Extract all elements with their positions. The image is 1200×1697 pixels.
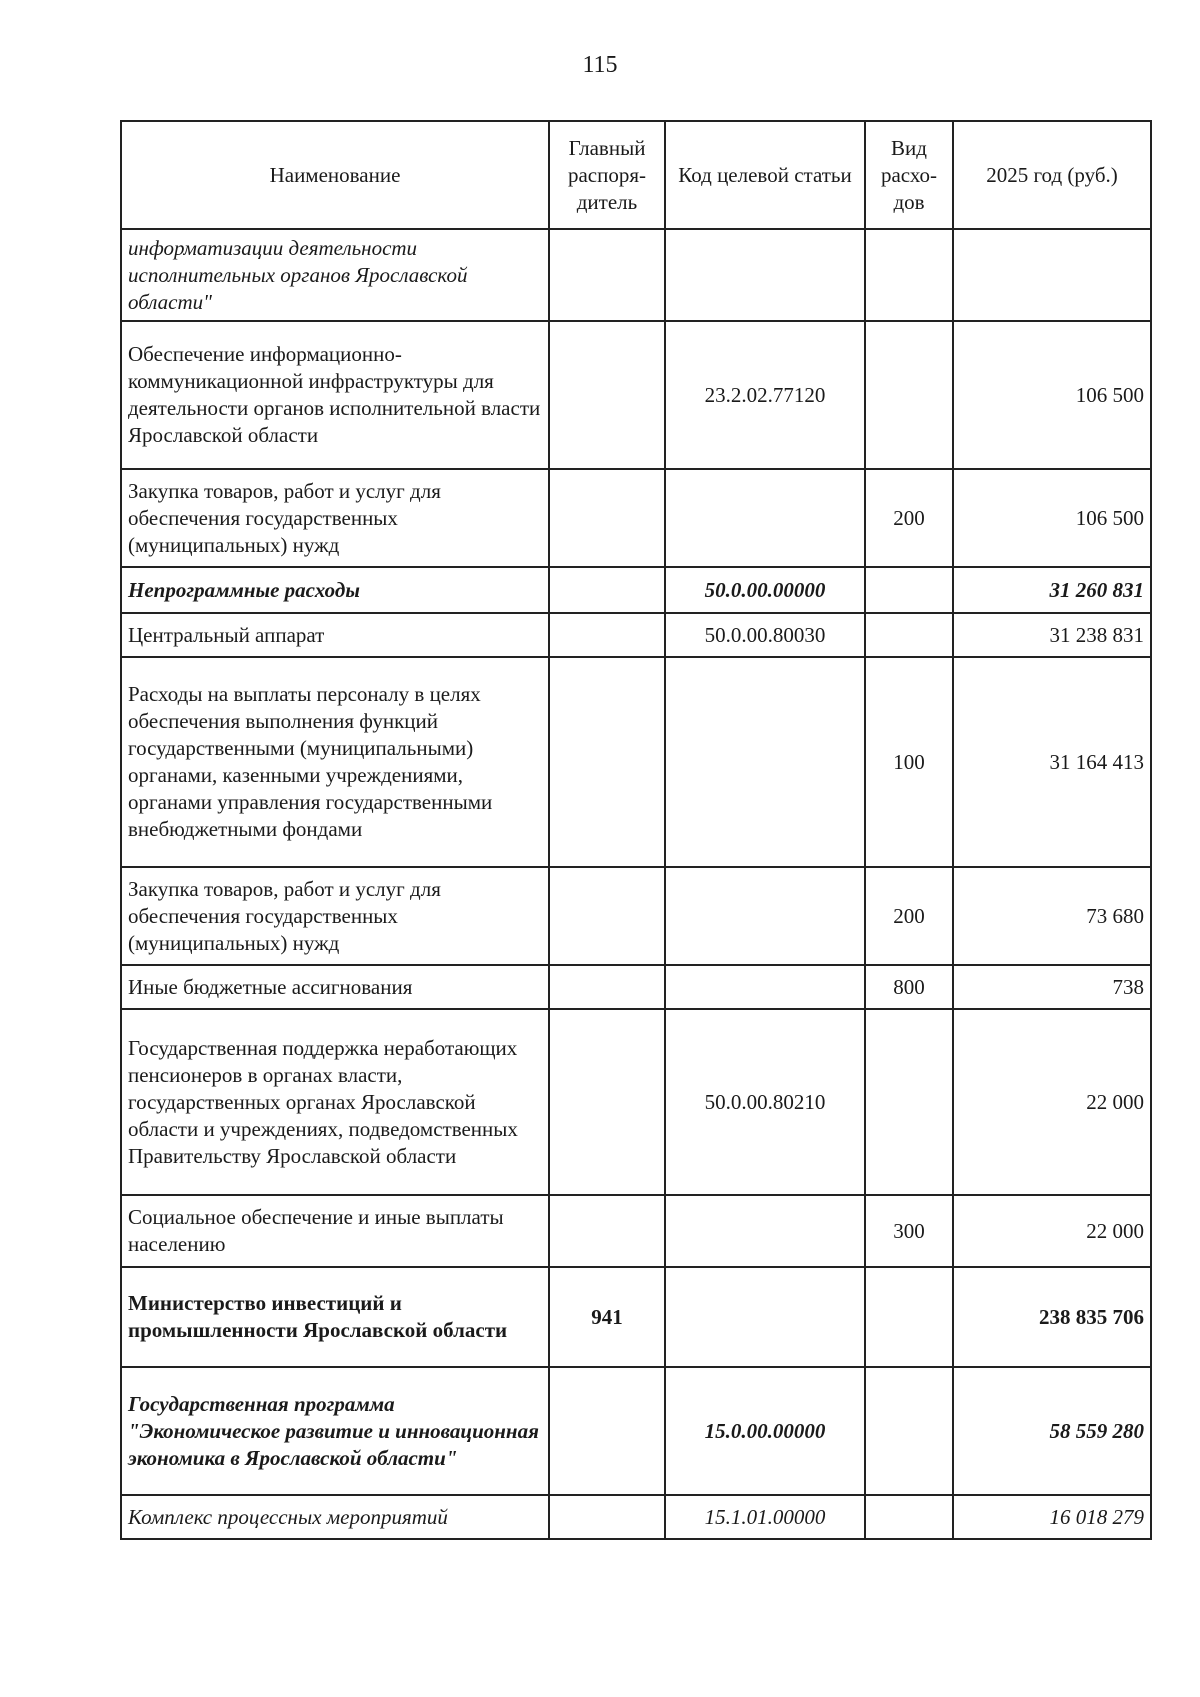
row-sum: 22 000: [953, 1009, 1151, 1195]
page-number: 115: [582, 52, 618, 78]
row-code: 23.2.02.77120: [665, 321, 865, 469]
table-row: [121, 229, 1151, 321]
row-main: [549, 469, 665, 567]
row-name: Непрограммные расходы: [121, 567, 549, 613]
row-name: Социальное обеспечение и иные выплаты населению: [121, 1195, 549, 1267]
header-name: Наименование: [121, 121, 549, 229]
row-sum: 73 680: [953, 867, 1151, 965]
row-code: [665, 1267, 865, 1367]
row-sum: 238 835 706: [953, 1267, 1151, 1367]
row-kind: [865, 613, 953, 657]
row-code: [665, 965, 865, 1009]
row-name: Закупка товаров, работ и услуг для обеспечения государственных (муниципальных) нужд: [121, 867, 549, 965]
header-year-amount: 2025 год (руб.): [953, 121, 1151, 229]
table-header-row: [121, 121, 1151, 229]
row-name: Государственная поддержка неработающих пенсионеров в органах власти, государственных органах Ярославской области и учреждениях, подведомственных Правительству Ярославской области: [121, 1009, 549, 1195]
row-sum: 31 164 413: [953, 657, 1151, 867]
row-sum: 31 260 831: [953, 567, 1151, 613]
row-code: 50.0.00.80030: [665, 613, 865, 657]
row-main: [549, 613, 665, 657]
row-name: информатизации деятельности исполнительных органов Ярославской области": [121, 229, 549, 321]
row-main: [549, 867, 665, 965]
row-sum: 31 238 831: [953, 613, 1151, 657]
row-code: [665, 657, 865, 867]
row-sum: 738: [953, 965, 1151, 1009]
table-row: [121, 867, 1151, 965]
row-kind: [865, 1267, 953, 1367]
row-kind: [865, 1009, 953, 1195]
table-row: [121, 1495, 1151, 1539]
row-kind: 200: [865, 867, 953, 965]
row-code: [665, 1195, 865, 1267]
row-sum: 58 559 280: [953, 1367, 1151, 1495]
header-target-code: Код целевой статьи: [665, 121, 865, 229]
row-main: [549, 567, 665, 613]
table-row: [121, 321, 1151, 469]
row-main: [549, 229, 665, 321]
header-expense-type: Вид расхо-дов: [865, 121, 953, 229]
table-row: [121, 657, 1151, 867]
row-sum: 106 500: [953, 321, 1151, 469]
row-sum: 22 000: [953, 1195, 1151, 1267]
row-name: Министерство инвестиций и промышленности Ярославской области: [121, 1267, 549, 1367]
row-name: Обеспечение информационно-коммуникационной инфраструктуры для деятельности органов исполнительной власти Ярославской области: [121, 321, 549, 469]
row-sum: 106 500: [953, 469, 1151, 567]
row-kind: [865, 1495, 953, 1539]
row-name: Закупка товаров, работ и услуг для обеспечения государственных (муниципальных) нужд: [121, 469, 549, 567]
row-code: 50.0.00.80210: [665, 1009, 865, 1195]
row-name: Расходы на выплаты персоналу в целях обеспечения выполнения функций государственными (муниципальными) органами, казенными учреждениями, органами управления государственными внебюджетными фондами: [121, 657, 549, 867]
row-kind: [865, 229, 953, 321]
row-kind: 100: [865, 657, 953, 867]
row-kind: 800: [865, 965, 953, 1009]
table-row: [121, 1195, 1151, 1267]
row-main: [549, 321, 665, 469]
row-name: Государственная программа "Экономическое развитие и инновационная экономика в Ярославской области": [121, 1367, 549, 1495]
table-row: [121, 469, 1151, 567]
row-code: [665, 469, 865, 567]
table-row: [121, 567, 1151, 613]
row-kind: 300: [865, 1195, 953, 1267]
row-code: 15.1.01.00000: [665, 1495, 865, 1539]
row-kind: 200: [865, 469, 953, 567]
row-code: 15.0.00.00000: [665, 1367, 865, 1495]
table-row: [121, 613, 1151, 657]
table-row: [121, 1009, 1151, 1195]
row-name: Центральный аппарат: [121, 613, 549, 657]
row-kind: [865, 1367, 953, 1495]
table-row: [121, 1367, 1151, 1495]
row-main: [549, 1195, 665, 1267]
row-main: [549, 1495, 665, 1539]
row-name: Иные бюджетные ассигнования: [121, 965, 549, 1009]
row-code: [665, 229, 865, 321]
budget-table: [120, 120, 1152, 1540]
row-kind: [865, 321, 953, 469]
row-main: [549, 965, 665, 1009]
row-code: 50.0.00.00000: [665, 567, 865, 613]
row-kind: [865, 567, 953, 613]
header-main-manager: Главный распоря-дитель: [549, 121, 665, 229]
row-name: Комплекс процессных мероприятий: [121, 1495, 549, 1539]
row-sum: [953, 229, 1151, 321]
row-sum: 16 018 279: [953, 1495, 1151, 1539]
table-row: [121, 1267, 1151, 1367]
row-main: 941: [549, 1267, 665, 1367]
row-main: [549, 1367, 665, 1495]
row-main: [549, 657, 665, 867]
row-code: [665, 867, 865, 965]
row-main: [549, 1009, 665, 1195]
table-row: [121, 965, 1151, 1009]
